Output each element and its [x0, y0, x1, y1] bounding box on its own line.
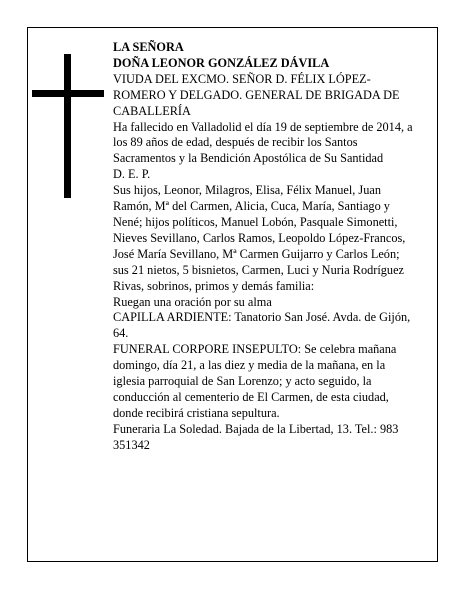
widow-of-line: VIUDA DEL EXCMO. SEÑOR D. FÉLIX LÓPEZ-ROMERO Y DELGADO. GENERAL DE BRIGADA DE CABALLERÍA — [113, 71, 400, 118]
cross-vertical-bar — [64, 54, 71, 198]
chapel-info: CAPILLA ARDIENTE: Tanatorio San José. Avda. de Gijón, 64. — [113, 310, 411, 341]
funeral-home-info: Funeraria La Soledad. Bajada de la Libertad, 13. Tel.: 983 351342 — [113, 421, 399, 452]
funeral-info: FUNERAL CORPORE INSEPULTO: Se celebra mañana domingo, día 21, a las diez y media de la mañana, en la iglesia parroquial de San Lorenzo; y acto seguido, la conducción al cementerio de El Carmen, de esta ciudad, donde recibirá cristiana sepultura. — [113, 342, 397, 420]
rip-line: D. E. P. — [113, 167, 151, 182]
notice-title: LA SEÑORA — [113, 40, 184, 54]
family-list: Sus hijos, Leonor, Milagros, Elisa, Félix Manuel, Juan Ramón, Mª del Carmen, Alicia, Cuca, María, Santiago y Nené; hijos políticos, Manuel Lobón, Pasquale Simonetti, Nieves Sevillano, Carlos Ramos, Leopoldo López-Francos, José María Sevillano, Mª Carmen Guijarro y Carlos León; sus 21 nietos, 5 bisnietos, Carmen, Luci y Nuria Rodríguez Rivas, sobrinos, primos y demás familia: — [113, 183, 406, 293]
prayer-request: Ruegan una oración por su alma — [113, 294, 272, 309]
deceased-name: DOÑA LEONOR GONZÁLEZ DÁVILA — [113, 55, 330, 70]
cross-icon — [32, 54, 104, 198]
obituary-text — [113, 40, 413, 454]
death-announcement: Ha fallecido en Valladolid el día 19 de septiembre de 2014, a los 89 años de edad, después de recibir los Santos Sacramentos y la Bendición Apostólica de Su Santidad — [113, 119, 413, 166]
cross-horizontal-bar — [32, 90, 104, 97]
